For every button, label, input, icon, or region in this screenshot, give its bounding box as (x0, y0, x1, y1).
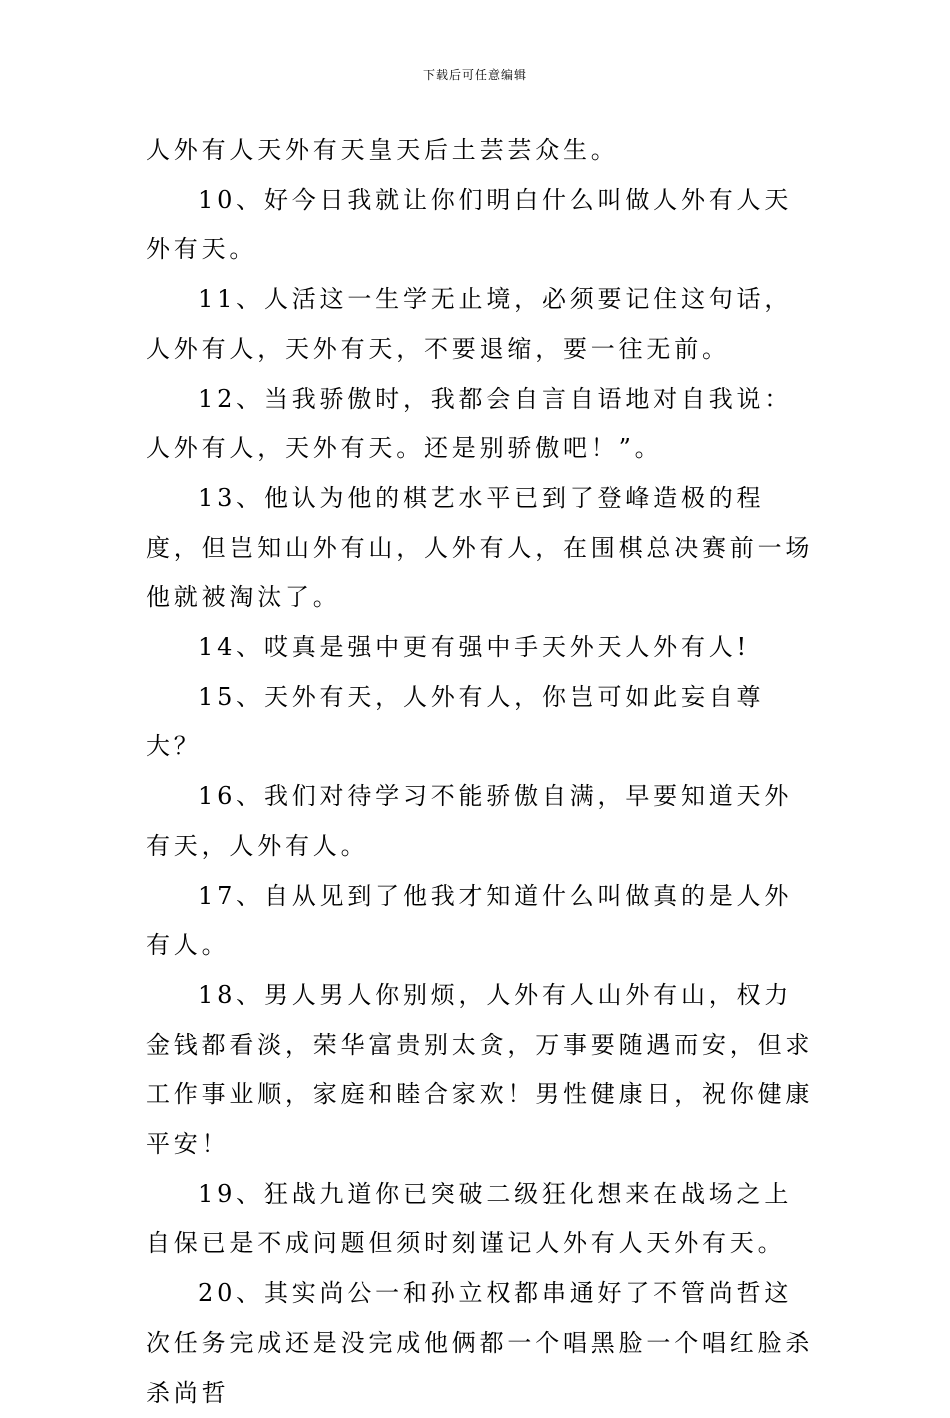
paragraph-item-12: 12、当我骄傲时，我都会自言自语地对自我说：人外有人，天外有天。还是别骄傲吧！”。 (146, 384, 793, 463)
paragraph-item-10: 10、好今日我就让你们明白什么叫做人外有人天外有天。 (146, 185, 793, 264)
paragraph-item-15: 15、天外有天，人外有人，你岂可如此妄自尊大？ (146, 682, 765, 761)
paragraph-item-17: 17、自从见到了他我才知道什么叫做真的是人外有人。 (146, 881, 793, 960)
page-header: 下载后可任意编辑 (422, 68, 527, 82)
paragraph-item-14: 14、哎真是强中更有强中手天外天人外有人! (198, 633, 750, 662)
paragraph-item-19: 19、狂战九道你已突破二级狂化想来在战场之上自保已是不成问题但须时刻谨记人外有人天外有天。 (146, 1179, 793, 1258)
paragraph-item-16: 16、我们对待学习不能骄傲自满，早要知道天外有天，人外有人。 (146, 782, 793, 860)
paragraph-item-20: 20、其实尚公一和孙立权都串通好了不管尚哲这次任务完成还是没完成他俩都一个唱黑脸一个唱红脸杀杀尚哲 (146, 1279, 814, 1407)
paragraph-continuation: 人外有人天外有天皇天后土芸芸众生。 (146, 136, 619, 164)
paragraph-item-13: 13、他认为他的棋艺水平已到了登峰造极的程度，但岂知山外有山，人外有人，在围棋总决赛前一场他就被淘汰了。 (146, 483, 814, 612)
paragraph-item-11: 11、人活这一生学无止境，必须要记住这句话，人外有人，天外有天，不要退缩，要一往无前。 (146, 285, 793, 363)
paragraph-item-18: 18、男人男人你别烦，人外有人山外有山，权力金钱都看淡，荣华富贵别太贪，万事要随遇而安，但求工作事业顺，家庭和睦合家欢！男性健康日，祝你健康平安！ (146, 980, 814, 1159)
document-body (146, 126, 816, 1418)
